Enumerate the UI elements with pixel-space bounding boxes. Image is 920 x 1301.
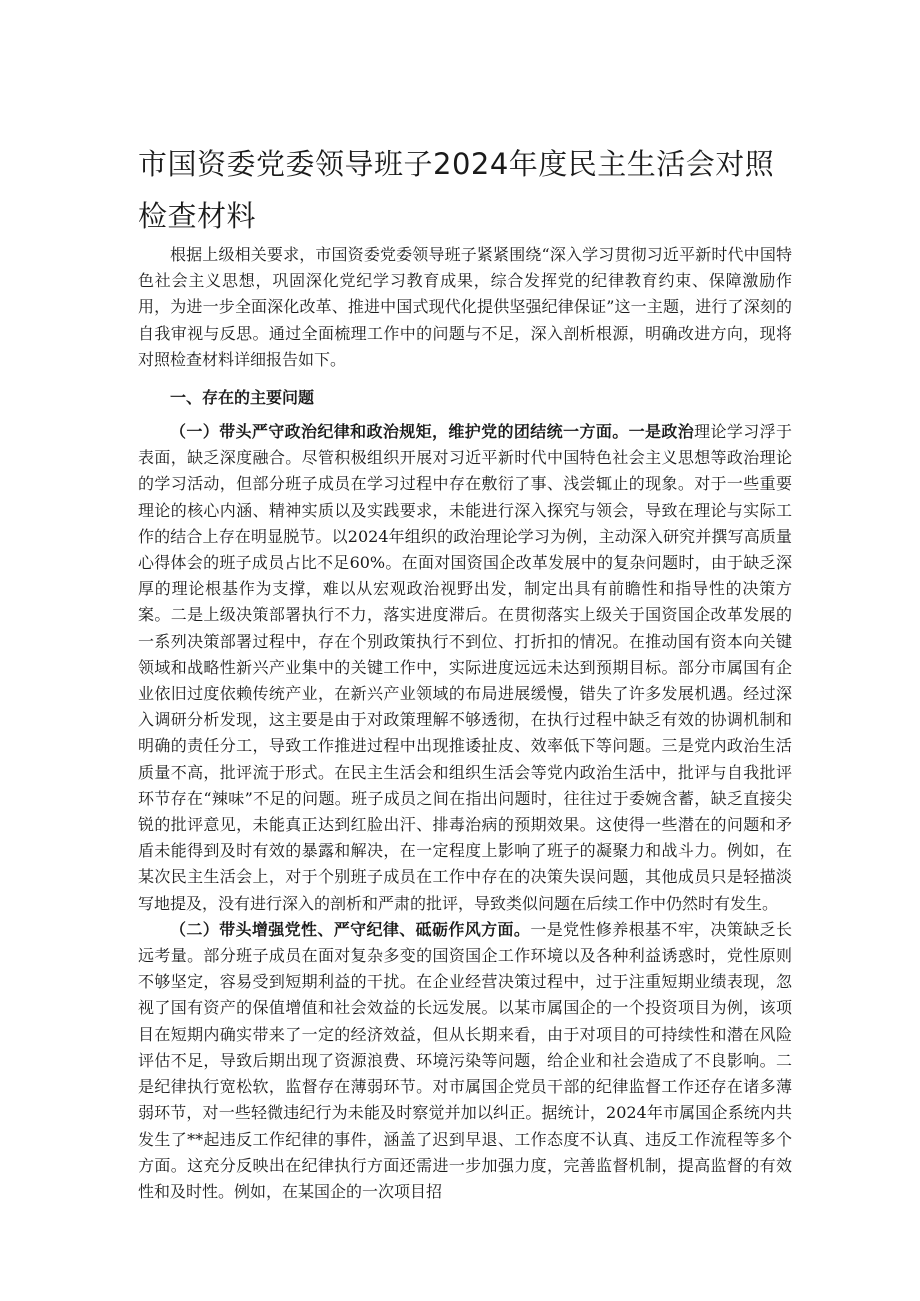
intro-paragraph: 根据上级相关要求，市国资委党委领导班子紧紧围绕“深入学习贯彻习近平新时代中国特色社会主义思想，巩固深化党纪学习教育成果，综合发挥党的纪律教育约束、保障激励作用，为进一步全面深化改革、推进中国式现代化提供坚强纪律保证”这一主题，进行了深刻的自我审视与反思。通过全面梳理工作中的问题与不足，深入剖析根源，明确改进方向，现将对照检查材料详细报告如下。	[138, 245, 792, 369]
document-body	[138, 242, 792, 1205]
section-heading: 一、存在的主要问题	[170, 388, 315, 408]
subsection-2-lead: （二）带头增强党性、严守纪律、砥砺作风方面。	[170, 919, 531, 939]
document-title: 市国资委党委领导班子2024年度民主生活会对照检查材料	[138, 147, 775, 233]
subsection-2-paragraph	[138, 917, 792, 1205]
subsection-1-text: 理论学习浮于表面，缺乏深度融合。尽管积极组织开展对习近平新时代中国特色社会主义思想等政治理论的学习活动，但部分班子成员在学习过程中存在敷衍了事、浅尝辄止的现象。对于一些重要理论的核心内涵、精神实质以及实践要求，未能进行深入探究与领会，导致在理论与实际工作的结合上存在明显脱节。以2024年组织的政治理论学习为例，主动深入研究并撰写高质量心得体会的班子成员占比不足60%。在面对国资国企改革发展中的复杂问题时，由于缺乏深厚的理论根基作为支撑，难以从宏观政治视野出发，制定出具有前瞻性和指导性的决策方案。二是上级决策部署执行不力，落实进度滞后。在贯彻落实上级关于国资国企改革发展的一系列决策部署过程中，存在个别政策执行不到位、打折扣的情况。在推动国有资本向关键领域和战略性新兴产业集中的关键工作中，实际进度远远未达到预期目标。部分市属国有企业依旧过度依赖传统产业，在新兴产业领域的布局进展缓慢，错失了许多发展机遇。经过深入调研分析发现，这主要是由于对政策理解不够透彻，在执行过程中缺乏有效的协调机制和明确的责任分工，导致工作推进过程中出现推诿扯皮、效率低下等问题。三是党内政治生活质量不高，批评流于形式。在民主生活会和组织生活会等党内政治生活中，批评与自我批评环节存在“辣味”不足的问题。班子成员之间在指出问题时，往往过于委婉含蓄，缺乏直接尖锐的批评意见，未能真正达到红脸出汗、排毒治病的预期效果。这使得一些潜在的问题和矛盾未能得到及时有效的暴露和解决，在一定程度上影响了班子的凝聚力和战斗力。例如，在某次民主生活会上，对于个别班子成员在工作中存在的决策失误问题，其他成员只是轻描淡写地提及，没有进行深入的剖析和严肃的批评，导致类似问题在后续工作中仍然时有发生。	[138, 422, 792, 913]
subsection-2-text: 一是党性修养根基不牢，决策缺乏长远考量。部分班子成员在面对复杂多变的国资国企工作环境以及各种利益诱惑时，党性原则不够坚定，容易受到短期利益的干扰。在企业经营决策过程中，过于注重短期业绩表现，忽视了国有资产的保值增值和社会效益的长远发展。以某市属国企的一个投资项目为例，该项目在短期内确实带来了一定的经济效益，但从长期来看，由于对项目的可持续性和潜在风险评估不足，导致后期出现了资源浪费、环境污染等问题，给企业和社会造成了不良影响。二是纪律执行宽松软，监督存在薄弱环节。对市属国企党员干部的纪律监督工作还存在诸多薄弱环节，对一些轻微违纪行为未能及时察觉并加以纠正。据统计，2024年市属国企系统内共发生了**起违反工作纪律的事件，涵盖了迟到早退、工作态度不认真、违反工作流程等多个方面。这充分反映出在纪律执行方面还需进一步加强力度，完善监督机制，提高监督的有效性和及时性。例如，在某国企的一次项目招	[138, 919, 792, 1201]
subsection-1-paragraph	[138, 419, 792, 917]
subsection-1-lead: （一）带头严守政治纪律和政治规矩，维护党的团结统一方面。一是政治	[170, 422, 695, 442]
